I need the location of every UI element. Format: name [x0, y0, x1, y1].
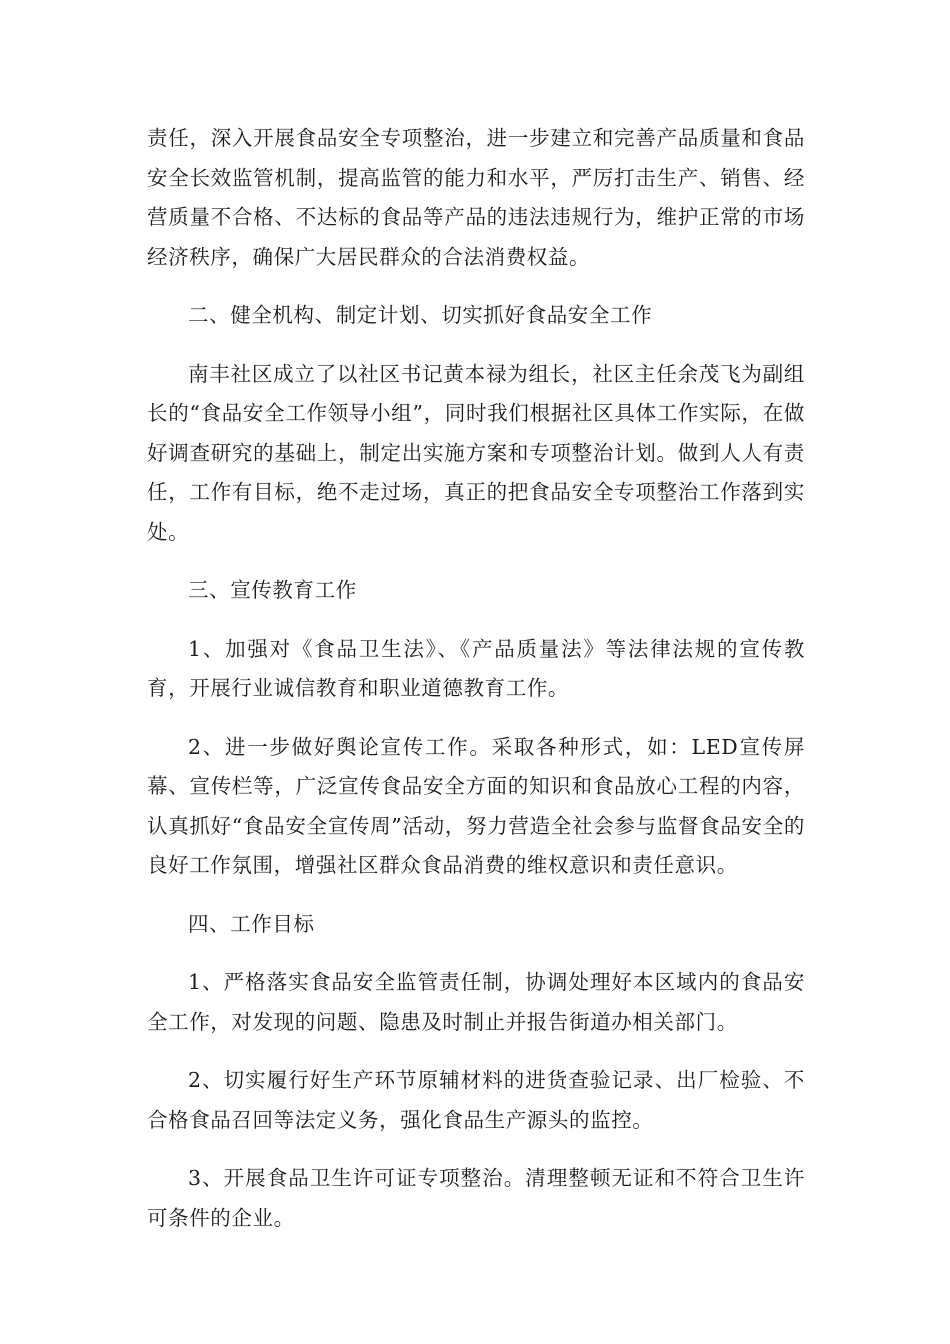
section-heading-publicity: 三、宣传教育工作: [188, 578, 357, 602]
document-body: [147, 119, 805, 1257]
paragraph-media-publicity: 2、进一步做好舆论宣传工作。采取各种形式，如：LED宣传屏幕、宣传栏等，广泛宣传食品安全方面的知识和食品放心工程的内容，认真抓好“食品安全宣传周”活动，努力营造全社会参与监督食品安全的良好工作氛围，增强社区群众食品消费的维权意识和责任意识。: [147, 734, 805, 877]
paragraph-goal-inspection: 2、切实履行好生产环节原辅材料的进货查验记录、出厂检验、不合格食品召回等法定义务，强化食品生产源头的监控。: [147, 1068, 805, 1132]
paragraph-leadership-group: 南丰社区成立了以社区书记黄本禄为组长，社区主任余茂飞为副组长的“食品安全工作领导小组”，同时我们根据社区具体工作实际，在做好调查研究的基础上，制定出实施方案和专项整治计划。做到人人有责任，工作有目标，绝不走过场，真正的把食品安全专项整治工作落到实处。: [147, 361, 805, 544]
section-heading-goals: 四、工作目标: [188, 911, 315, 936]
paragraph-goal-responsibility: 1、严格落实食品安全监管责任制，协调处理好本区域内的食品安全工作，对发现的问题、隐患及时制止并报告街道办相关部门。: [147, 970, 805, 1034]
paragraph-law-education: 1、加强对《食品卫生法》、《产品质量法》等法律法规的宣传教育，开展行业诚信教育和职业道德教育工作。: [147, 636, 805, 700]
paragraph-continued-responsibility: 责任，深入开展食品安全专项整治，进一步建立和完善产品质量和食品安全长效监管机制，提高监管的能力和水平，严厉打击生产、销售、经营质量不合格、不达标的食品等产品的违法违规行为，维护正常的市场经济秩序，确保广大居民群众的合法消费权益。: [147, 126, 805, 269]
paragraph-goal-license: 3、开展食品卫生许可证专项整治。清理整顿无证和不符合卫生许可条件的企业。: [147, 1166, 805, 1230]
section-heading-organization: 二、健全机构、制定计划、切实抓好食品安全工作: [188, 303, 653, 327]
